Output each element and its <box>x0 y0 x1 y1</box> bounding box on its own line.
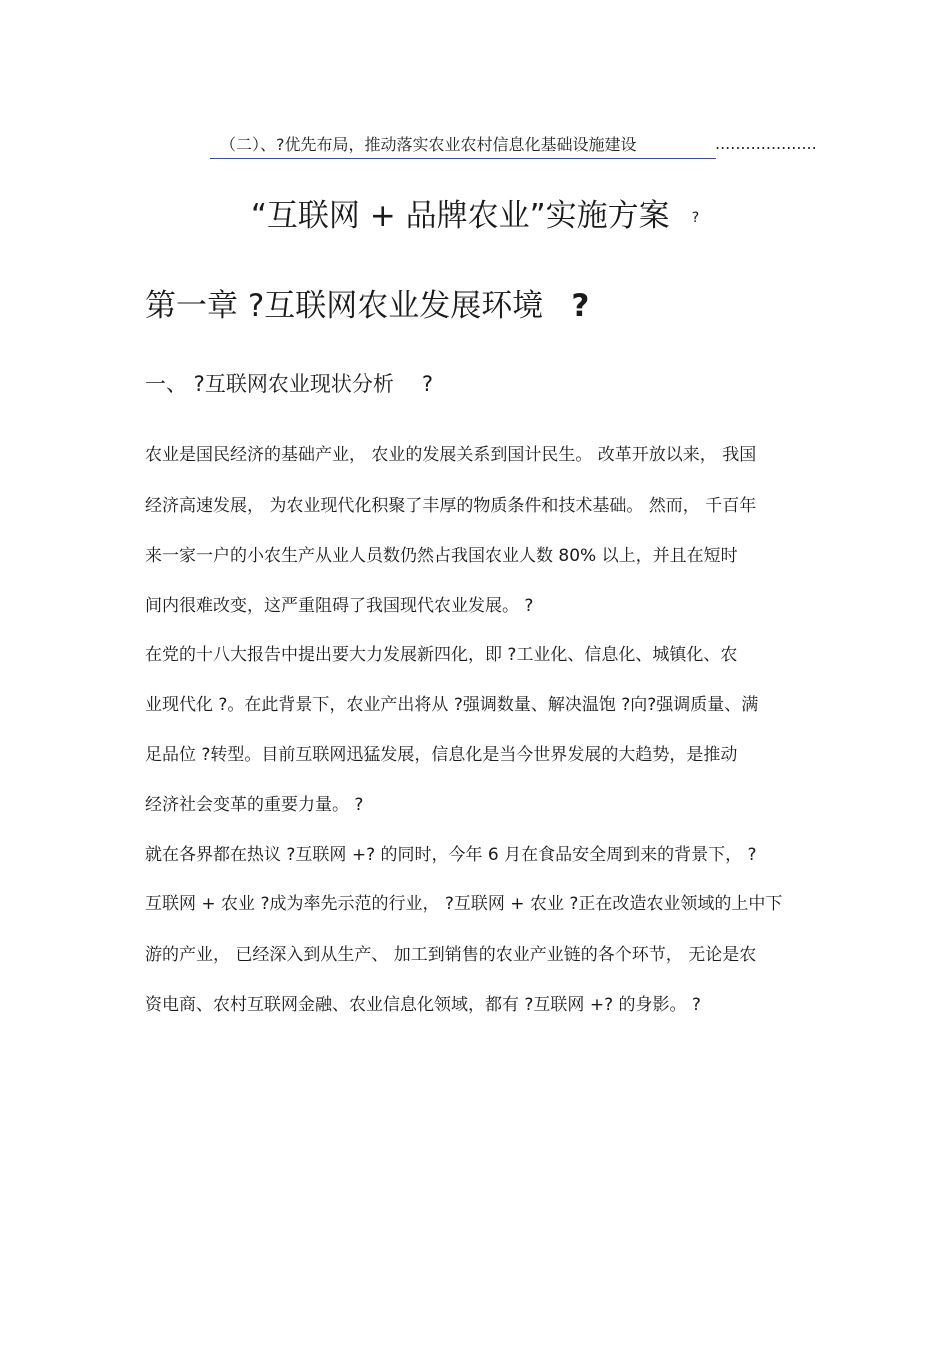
body-line: 游的产业， 已经深入到从生产、 加工到销售的农业产业链的各个环节， 无论是农 <box>145 945 757 965</box>
document-title-text: “互联网 + 品牌农业”实施方案 <box>250 198 670 234</box>
chapter-heading-mark: ? <box>571 288 590 324</box>
toc-entry <box>210 130 830 158</box>
body-line: 互联网 + 农业 ?成为率先示范的行业， ?互联网 + 农业 ?正在改造农业领域的上中下 <box>145 894 783 914</box>
body-line: 就在各界都在热议 ?互联网 +? 的同时，今年 6 月在食品安全周到来的背景下， ? <box>145 845 757 865</box>
section-heading-text: 一、 ?互联网农业现状分析 <box>145 372 394 396</box>
body-line: 经济高速发展， 为农业现代化积聚了丰厚的物质条件和技术基础。 然而， 千百年 <box>145 496 757 516</box>
body-line: 资电商、农村互联网金融、农业信息化领域，都有 ?互联网 +? 的身影。 ? <box>145 995 701 1015</box>
body-line: 经济社会变革的重要力量。 ? <box>145 795 364 815</box>
document-title-mark: ? <box>691 209 700 226</box>
toc-link[interactable]: （二）、?优先布局，推动落实农业农村信息化基础设施建设 <box>210 132 716 159</box>
body-line: 来一家一户的小农生产从业人员数仍然占我国农业人数 80% 以上，并且在短时 <box>145 546 738 566</box>
body-line: 足品位 ?转型。目前互联网迅猛发展，信息化是当今世界发展的大趋势，是推动 <box>145 745 738 765</box>
document-title <box>0 190 950 235</box>
body-line: 业现代化 ?。在此背景下，农业产出将从 ?强调数量、解决温饱 ?向?强调质量、满 <box>145 695 759 715</box>
body-line: 农业是国民经济的基础产业， 农业的发展关系到国计民生。 改革开放以来， 我国 <box>145 445 757 465</box>
toc-leader-dots: .................... <box>715 134 817 153</box>
section-heading-mark: ? <box>421 372 433 396</box>
chapter-heading <box>145 280 589 325</box>
section-heading <box>145 368 433 398</box>
body-line: 间内很难改变，这严重阻碍了我国现代农业发展。 ? <box>145 596 534 616</box>
chapter-heading-text: 第一章 ?互联网农业发展环境 <box>145 288 544 324</box>
body-line: 在党的十八大报告中提出要大力发展新四化，即 ?工业化、信息化、城镇化、农 <box>145 645 738 665</box>
